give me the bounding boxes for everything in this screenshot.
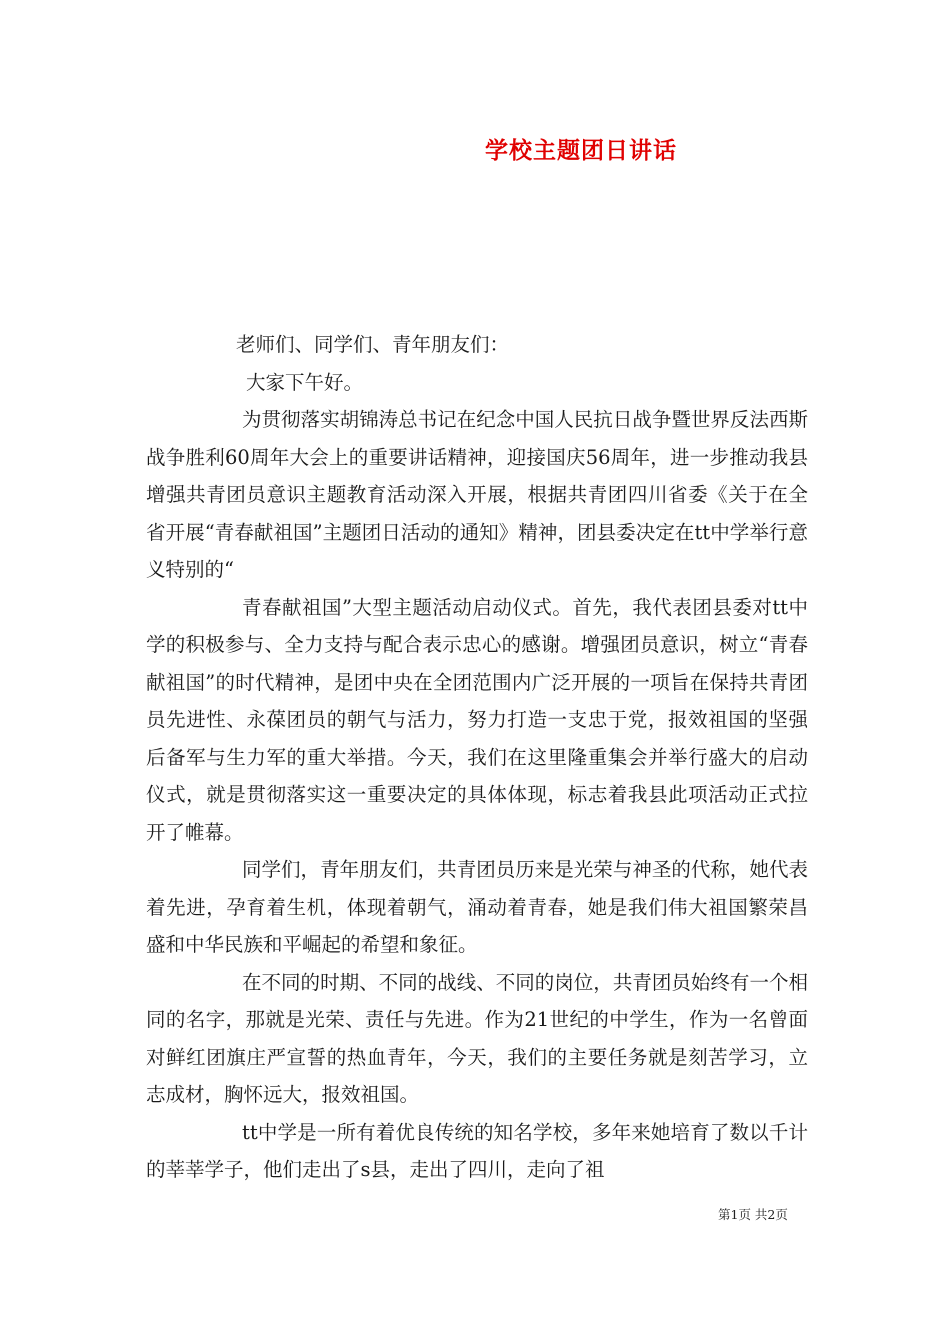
paragraph: 在不同的时期、不同的战线、不同的岗位，共青团员始终有一个相同的名字，那就是光荣、责任与先进。作为21世纪的中学生，作为一名曾面对鲜红团旗庄严宣誓的热血青年，今天，我们的主要任务就是刻苦学习，立志成材，胸怀远大，报效祖国。 bbox=[146, 970, 808, 1106]
paragraph: tt中学是一所有着优良传统的知名学校，多年来她培育了数以千计的莘莘学子，他们走出了s县，走出了四川，走向了祖 bbox=[146, 1120, 808, 1181]
document-title: 学校主题团日讲话 bbox=[485, 138, 677, 164]
paragraph: 青春献祖国”大型主题活动启动仪式。首先，我代表团县委对tt中学的积极参与、全力支持与配合表示忠心的感谢。增强团员意识，树立“青春献祖国”的时代精神，是团中央在全团范围内广泛开展的一项旨在保持共青团员先进性、永葆团员的朝气与活力，努力打造一支忠于党，报效祖国的坚强后备军与生力军的重大举措。今天，我们在这里隆重集会并举行盛大的启动仪式，就是贯彻落实这一重要决定的具体体现，标志着我县此项活动正式拉开了帷幕。 bbox=[146, 595, 808, 844]
page-number-footer: 第1页 共2页 bbox=[718, 1207, 788, 1222]
paragraph: 为贯彻落实胡锦涛总书记在纪念中国人民抗日战争暨世界反法西斯战争胜利60周年大会上的重要讲话精神，迎接国庆56周年，进一步推动我县增强共青团员意识主题教育活动深入开展，根据共青团四川省委《关于在全省开展“青春献祖国”主题团日活动的通知》精神，团县委决定在tt中学举行意义特别的“ bbox=[146, 408, 808, 581]
salutation: 老师们、同学们、青年朋友们： bbox=[236, 333, 510, 356]
document-body bbox=[146, 326, 808, 1189]
paragraph: 同学们，青年朋友们，共青团员历来是光荣与神圣的代称，她代表着先进，孕育着生机，体现着朝气，涌动着青春，她是我们伟大祖国繁荣昌盛和中华民族和平崛起的希望和象征。 bbox=[146, 858, 808, 956]
greeting: 大家下午好。 bbox=[246, 370, 364, 394]
